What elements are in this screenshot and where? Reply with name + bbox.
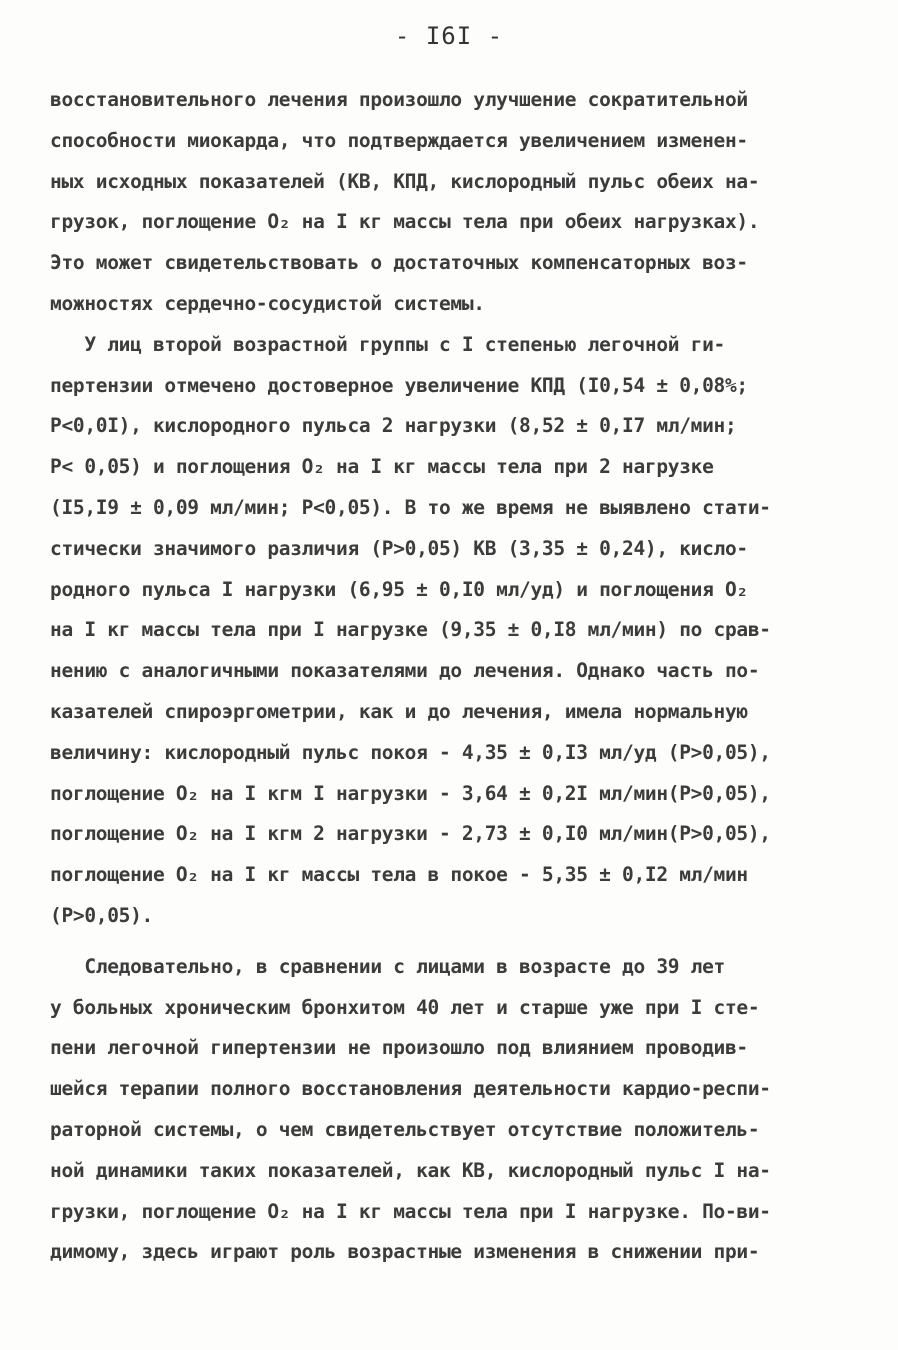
text-line: поглощение O₂ на I кг массы тела в покое - 5,35 ± 0,I2 мл/мин [50, 863, 748, 887]
text-line: димому, здесь играют роль возрастные изменения в снижении при- [50, 1240, 760, 1264]
text-line: стически значимого различия (P>0,05) КВ (3,35 ± 0,24), кисло- [50, 536, 748, 560]
text-line: поглощение O₂ на I кгм 2 нагрузки - 2,73 ± 0,I0 мл/мин(P>0,05), [50, 822, 771, 846]
text-line: восстановительного лечения произошло улучшение сократительной [50, 88, 748, 111]
text-line: Следовательно, в сравнении с лицами в возрасте до 39 лет [50, 954, 725, 978]
text-line: шейся терапии полного восстановления деятельности кардио-респи- [50, 1077, 771, 1101]
text-line: можностях сердечно-сосудистой системы. [50, 291, 485, 315]
text-line: (I5,I9 ± 0,09 мл/мин; P<0,05). В то же время не выявлено стати- [50, 495, 771, 519]
text-line: грузок, поглощение O₂ на I кг массы тела при обеих нагрузках). [50, 210, 760, 234]
text-line: казателей спироэргометрии, как и до лечения, имела нормальную [50, 699, 748, 723]
text-line: пени легочной гипертензии не произошло под влиянием проводив- [50, 1036, 748, 1060]
text-line: пертензии отмечено достоверное увеличение КПД (I0,54 ± 0,08%; [50, 373, 748, 397]
body-text [50, 80, 850, 1273]
paragraph-gap [50, 937, 850, 947]
text-line: P< 0,05) и поглощения O₂ на I кг массы тела при 2 нагрузке [50, 455, 714, 479]
text-line: P<0,0I), кислородного пульса 2 нагрузки (8,52 ± 0,I7 мл/мин; [50, 414, 737, 438]
text-line: величину: кислородный пульс покоя - 4,35 ± 0,I3 мл/уд (P>0,05), [50, 740, 771, 764]
text-line: ных исходных показателей (КВ, КПД, кислородный пульс обеих на- [50, 169, 760, 193]
text-line: родного пульса I нагрузки (6,95 ± 0,I0 мл/уд) и поглощения O₂ [50, 577, 748, 601]
text-line: способности миокарда, что подтверждается увеличением изменен- [50, 128, 748, 152]
text-line: нению с аналогичными показателями до лечения. Однако часть по- [50, 659, 760, 683]
text-line: ной динамики таких показателей, как КВ, кислородный пульс I на- [50, 1158, 771, 1182]
text-line: Это может свидетельствовать о достаточных компенсаторных воз- [50, 251, 748, 275]
text-line: грузки, поглощение O₂ на I кг массы тела при I нагрузке. По-ви- [50, 1199, 771, 1223]
text-line: на I кг массы тела при I нагрузке (9,35 ± 0,I8 мл/мин) по срав- [50, 618, 771, 642]
text-line: (P>0,05). [50, 903, 153, 927]
text-line: раторной системы, о чем свидетельствует отсутствие положитель- [50, 1117, 760, 1141]
text-line: У лиц второй возрастной группы с I степенью легочной ги- [50, 332, 725, 356]
text-line: поглощение O₂ на I кгм I нагрузки - 3,64 ± 0,2I мл/мин(P>0,05), [50, 781, 771, 805]
page-number: - I6I - [394, 22, 504, 50]
text-line: у больных хроническим бронхитом 40 лет и старше уже при I сте- [50, 995, 760, 1019]
